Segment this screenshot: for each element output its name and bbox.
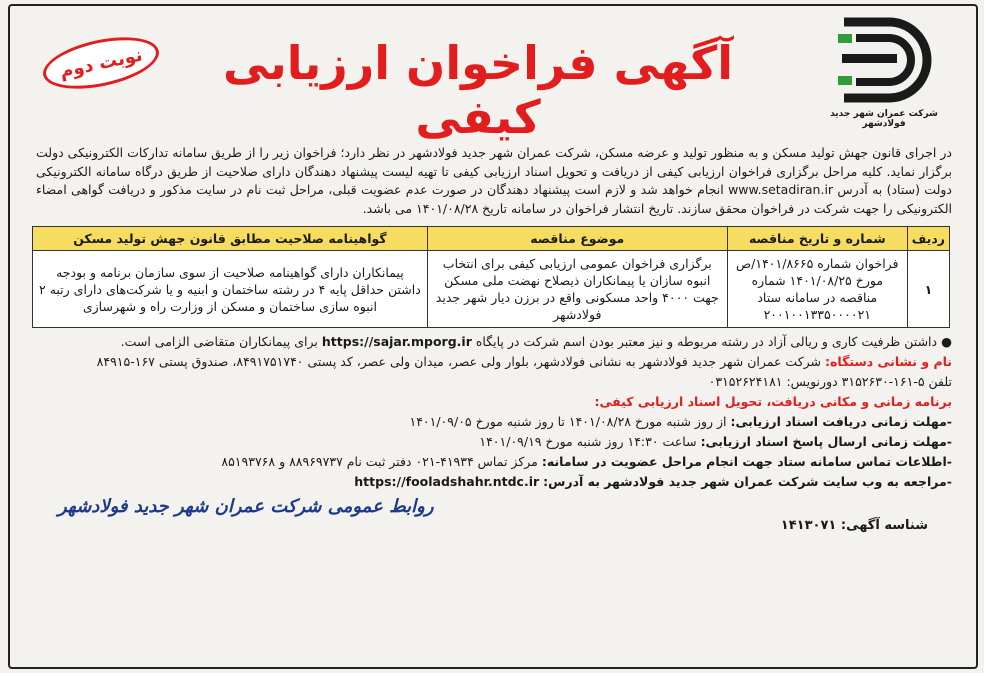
cell-certificate: پیمانکاران دارای گواهینامه صلاحیت از سوی سازمان برنامه و بودجه داشتن حداقل پایه ۴ در رشته ساختمان و ابنیه و یا شرکت‌های دارای رتبه ۲ انبوه سازی ساختمان و مسکن از وزارت راه و شهرسازی (33, 251, 428, 328)
submit-label: -مهلت زمانی ارسال پاسخ اسناد ارزیابی: (700, 434, 952, 449)
logo-caption: شرکت عمران شهر جدید فولادشهر (830, 109, 938, 129)
contact-value: مرکز تماس ۴۱۹۳۴-۰۲۱ دفتر ثبت نام ۸۸۹۶۹۷۳۷ و ۸۵۱۹۳۷۶۸ (221, 454, 538, 469)
ad-id: شناسه آگهی: ۱۴۱۳۰۷۱ (780, 518, 928, 533)
round-badge: نوبت دوم (39, 28, 164, 98)
website-link[interactable]: https://fooladshahr.ntdc.ir (354, 474, 540, 489)
address-label: نام و نشانی دستگاه: (825, 354, 952, 369)
phone-line: تلفن ۵-۱۶۱-۳۱۵۲۶۳۰ دورنویس: ۰۳۱۵۲۶۲۴۱۸۱ (708, 374, 952, 389)
intro-paragraph: در اجرای قانون جهش تولید مسکن و به منظور تولید و عرضه مسکن، شرکت عمران شهر جدید فولادشهر در نظر دارد؛ فراخوان زیر را از طریق سامانه تدارکات الکترونیکی دولت برگزار نماید. کلیه مراحل برگزاری فراخوان ارزیابی کیفی از دریافت و تحویل اسناد ارزیابی کیفی تا تهیه لیست پیشنهاد دهندگان دارای صلاحیت از طریق درگاه سامانه الکترونیکی دولت (ستاد) به آدرس www.setadiran.ir انجام خواهد شد و لازم است پیشنهاد دهندگان در صورت عدم عضویت قبلی، مراحل ثبت نام در سایت مذکور و دریافت گواهی امضاء الکترونیکی را جهت شرکت در فراخوان محقق سازند. تاریخ انتشار فراخوان در سامانه تاریخ ۱۴۰۱/۰۸/۲۸ می باشد. (36, 145, 952, 216)
footer (14, 492, 972, 542)
logo-mark-icon (834, 14, 934, 104)
cell-tender-number: فراخوان شماره ۱۴۰۱/۸۶۶۵/ص مورخ ۱۴۰۱/۰۸/۲۵ شماره مناقصه در سامانه ستاد ۲۰۰۱۰۰۱۳۳۵۰۰۰۰۲۱ (727, 251, 907, 328)
header-tender-subject: موضوع مناقصه (427, 227, 727, 251)
cell-row-index: ۱ (907, 251, 949, 328)
bullet-icon: ● (941, 334, 952, 349)
submit-value: ساعت ۱۴:۳۰ روز شنبه مورخ ۱۴۰۱/۰۹/۱۹ (479, 434, 697, 449)
capacity-text: داشتن ظرفیت کاری و ریالی آزاد در رشته مربوطه و نیز معتبر بودن اسم شرکت در پایگاه (475, 334, 938, 349)
page-title: آگهی فراخوان ارزیابی کیفی (222, 36, 734, 144)
receive-label: -مهلت زمانی دریافت اسناد ارزیابی: (730, 414, 952, 429)
receive-value: از روز شنبه مورخ ۱۴۰۱/۰۸/۲۸ تا روز شنبه مورخ ۱۴۰۱/۰۹/۰۵ (409, 414, 727, 429)
header-tender-number: شماره و تاریخ مناقصه (727, 227, 907, 251)
schedule-title: برنامه زمانی و مکانی دریافت، تحویل اسناد ارزیابی کیفی: (594, 394, 952, 409)
header-certificate: گواهینامه صلاحیت مطابق قانون جهش تولید مسکن (33, 227, 428, 251)
header (14, 6, 972, 144)
cell-tender-subject: برگزاری فراخوان عمومی ارزیابی کیفی برای انتخاب انبوه سازان یا پیمانکاران ذیصلاح نهضت ملی مسکن جهت ۴۰۰۰ واحد مسکونی واقع در برزن دیار شهر جدید فولادشهر (427, 251, 727, 328)
address-value: شرکت عمران شهر جدید فولادشهر به نشانی فولادشهر، بلوار ولی عصر، میدان ولی عصر، کد پستی ۸۴۹۱۷۵۱۷۴۰، صندوق پستی ۱۶۷-۸۴۹۱۵ (96, 354, 822, 369)
contact-label: -اطلاعات تماس سامانه ستاد جهت انجام مراحل عضویت در سامانه: (541, 454, 952, 469)
website-label: -مراجعه به وب سایت شرکت عمران شهر جدید فولادشهر به آدرس: (543, 474, 952, 489)
company-logo (814, 14, 954, 129)
header-row-index: ردیف (907, 227, 949, 251)
sajar-link[interactable]: https://sajar.mporg.ir (321, 334, 472, 349)
signature: روابط عمومی شرکت عمران شهر جدید فولادشهر (58, 496, 434, 517)
capacity-end: برای پیمانکاران متقاضی الزامی است. (120, 334, 318, 349)
